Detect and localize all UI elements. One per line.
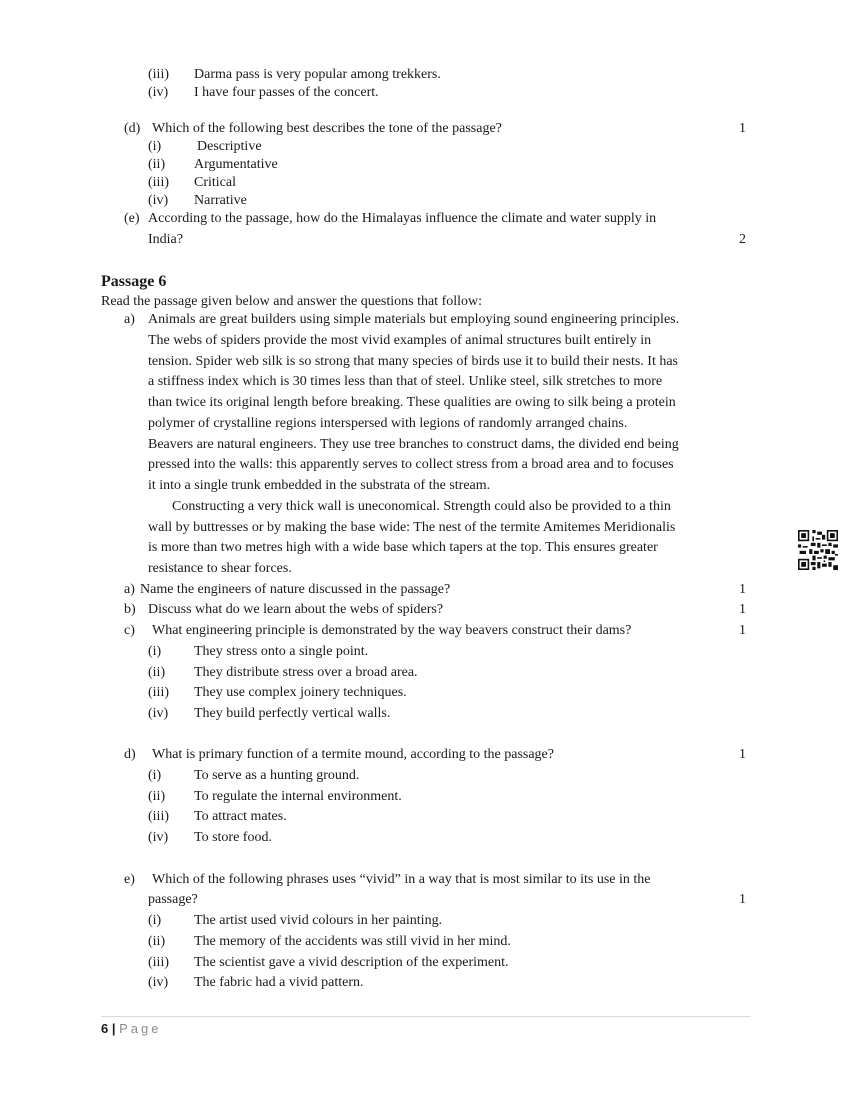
option-text: To attract mates. [194, 809, 287, 824]
passage-line: than twice its original length before breaking. These qualities are owing to silk being a protein [148, 395, 676, 410]
question-label: (d) [124, 121, 141, 136]
option-number: (i) [148, 139, 162, 154]
option-number: (iii) [148, 955, 169, 970]
question-label: e) [124, 872, 135, 887]
option-text: They stress onto a single point. [194, 644, 369, 659]
footer-divider [101, 1016, 751, 1017]
question-label: a) [124, 582, 135, 597]
passage-line: it into a single trunk embedded in the substrata of the stream. [148, 478, 491, 493]
option-text: They use complex joinery techniques. [194, 685, 407, 700]
option-number: (ii) [148, 789, 166, 804]
passage-line: pressed into the walls: this apparently serves to collect stress from a broad area and to focuses [148, 457, 674, 472]
passage-line: is more than two metres high with a wide base which tapers at the top. This ensures greater [148, 540, 658, 555]
passage-instruction: Read the passage given below and answer the questions that follow: [101, 294, 483, 309]
question-text: Which of the following best describes the tone of the passage? [152, 121, 502, 136]
option-number: (ii) [148, 157, 166, 172]
question-text-continued: passage? [148, 892, 198, 907]
question-label: (e) [124, 211, 140, 226]
option-text: To store food. [194, 830, 272, 845]
question-label: b) [124, 602, 136, 617]
option-number: (i) [148, 644, 162, 659]
option-text: To regulate the internal environment. [194, 789, 402, 804]
question-label: d) [124, 747, 136, 762]
question-mark: 1 [739, 121, 746, 136]
option-number: (iii) [148, 809, 169, 824]
option-text: I have four passes of the concert. [194, 85, 379, 100]
option-text: Narrative [194, 193, 247, 208]
question-mark: 1 [739, 602, 746, 617]
page-label: Page [119, 1021, 162, 1036]
question-text: Discuss what do we learn about the webs of spiders? [148, 602, 444, 617]
option-number: (i) [148, 913, 162, 928]
option-number: (i) [148, 768, 162, 783]
option-number: (iv) [148, 85, 169, 100]
option-text: The artist used vivid colours in her painting. [194, 913, 443, 928]
option-number: (iv) [148, 830, 169, 845]
passage-heading: Passage 6 [101, 273, 167, 290]
passage-line: Constructing a very thick wall is uneconomical. Strength could also be provided to a thin [172, 499, 671, 514]
question-mark: 1 [739, 747, 746, 762]
option-text: The memory of the accidents was still vivid in her mind. [194, 934, 511, 949]
question-mark: 1 [739, 892, 746, 907]
option-text: The fabric had a vivid pattern. [194, 975, 364, 990]
passage-line: a stiffness index which is 30 times less than that of steel. Unlike steel, silk stretches to more [148, 374, 663, 389]
question-text: Which of the following phrases uses “vivid” in a way that is most similar to its use in the [152, 872, 651, 887]
option-text: Argumentative [194, 157, 278, 172]
option-text: To serve as a hunting ground. [194, 768, 360, 783]
qr-code-icon [798, 530, 838, 570]
passage-label: a) [124, 312, 135, 327]
option-text: They build perfectly vertical walls. [194, 706, 391, 721]
question-text: What engineering principle is demonstrated by the way beavers construct their dams? [152, 623, 632, 638]
passage-line: Animals are great builders using simple materials but employing sound engineering principles. [148, 312, 680, 327]
option-text: Darma pass is very popular among trekkers. [194, 67, 441, 82]
option-number: (iv) [148, 975, 169, 990]
question-mark: 2 [739, 232, 746, 247]
question-text: What is primary function of a termite mound, according to the passage? [152, 747, 554, 762]
question-text: Name the engineers of nature discussed in the passage? [140, 582, 451, 597]
passage-line: resistance to shear forces. [148, 561, 292, 576]
page-number: 6 [101, 1021, 109, 1036]
option-number: (iv) [148, 193, 169, 208]
question-mark: 1 [739, 582, 746, 597]
question-mark: 1 [739, 623, 746, 638]
option-number: (iii) [148, 175, 169, 190]
passage-line: The webs of spiders provide the most vivid examples of animal structures built entirely in [148, 333, 652, 348]
option-number: (iii) [148, 685, 169, 700]
option-number: (iii) [148, 67, 169, 82]
passage-line: tension. Spider web silk is so strong that many species of birds use it to build their nests. It has [148, 354, 678, 369]
footer-separator: | [111, 1021, 116, 1036]
option-number: (iv) [148, 706, 169, 721]
option-text: Critical [194, 175, 236, 190]
passage-line: wall by buttresses or by making the base wide: The nest of the termite Amitemes Meridionalis [148, 520, 676, 535]
option-number: (ii) [148, 665, 166, 680]
option-text: They distribute stress over a broad area. [194, 665, 418, 680]
question-label: c) [124, 623, 135, 638]
option-text: Descriptive [197, 139, 262, 154]
question-text-continued: India? [148, 232, 183, 247]
page-footer [101, 1020, 162, 1038]
passage-line: Beavers are natural engineers. They use tree branches to construct dams, the divided end being [148, 437, 679, 452]
option-text: The scientist gave a vivid description of the experiment. [194, 955, 509, 970]
option-number: (ii) [148, 934, 166, 949]
passage-line: polymer of crystalline regions interspersed with legions of randomly arranged chains. [148, 416, 628, 431]
question-text: According to the passage, how do the Himalayas influence the climate and water supply in [148, 211, 657, 226]
